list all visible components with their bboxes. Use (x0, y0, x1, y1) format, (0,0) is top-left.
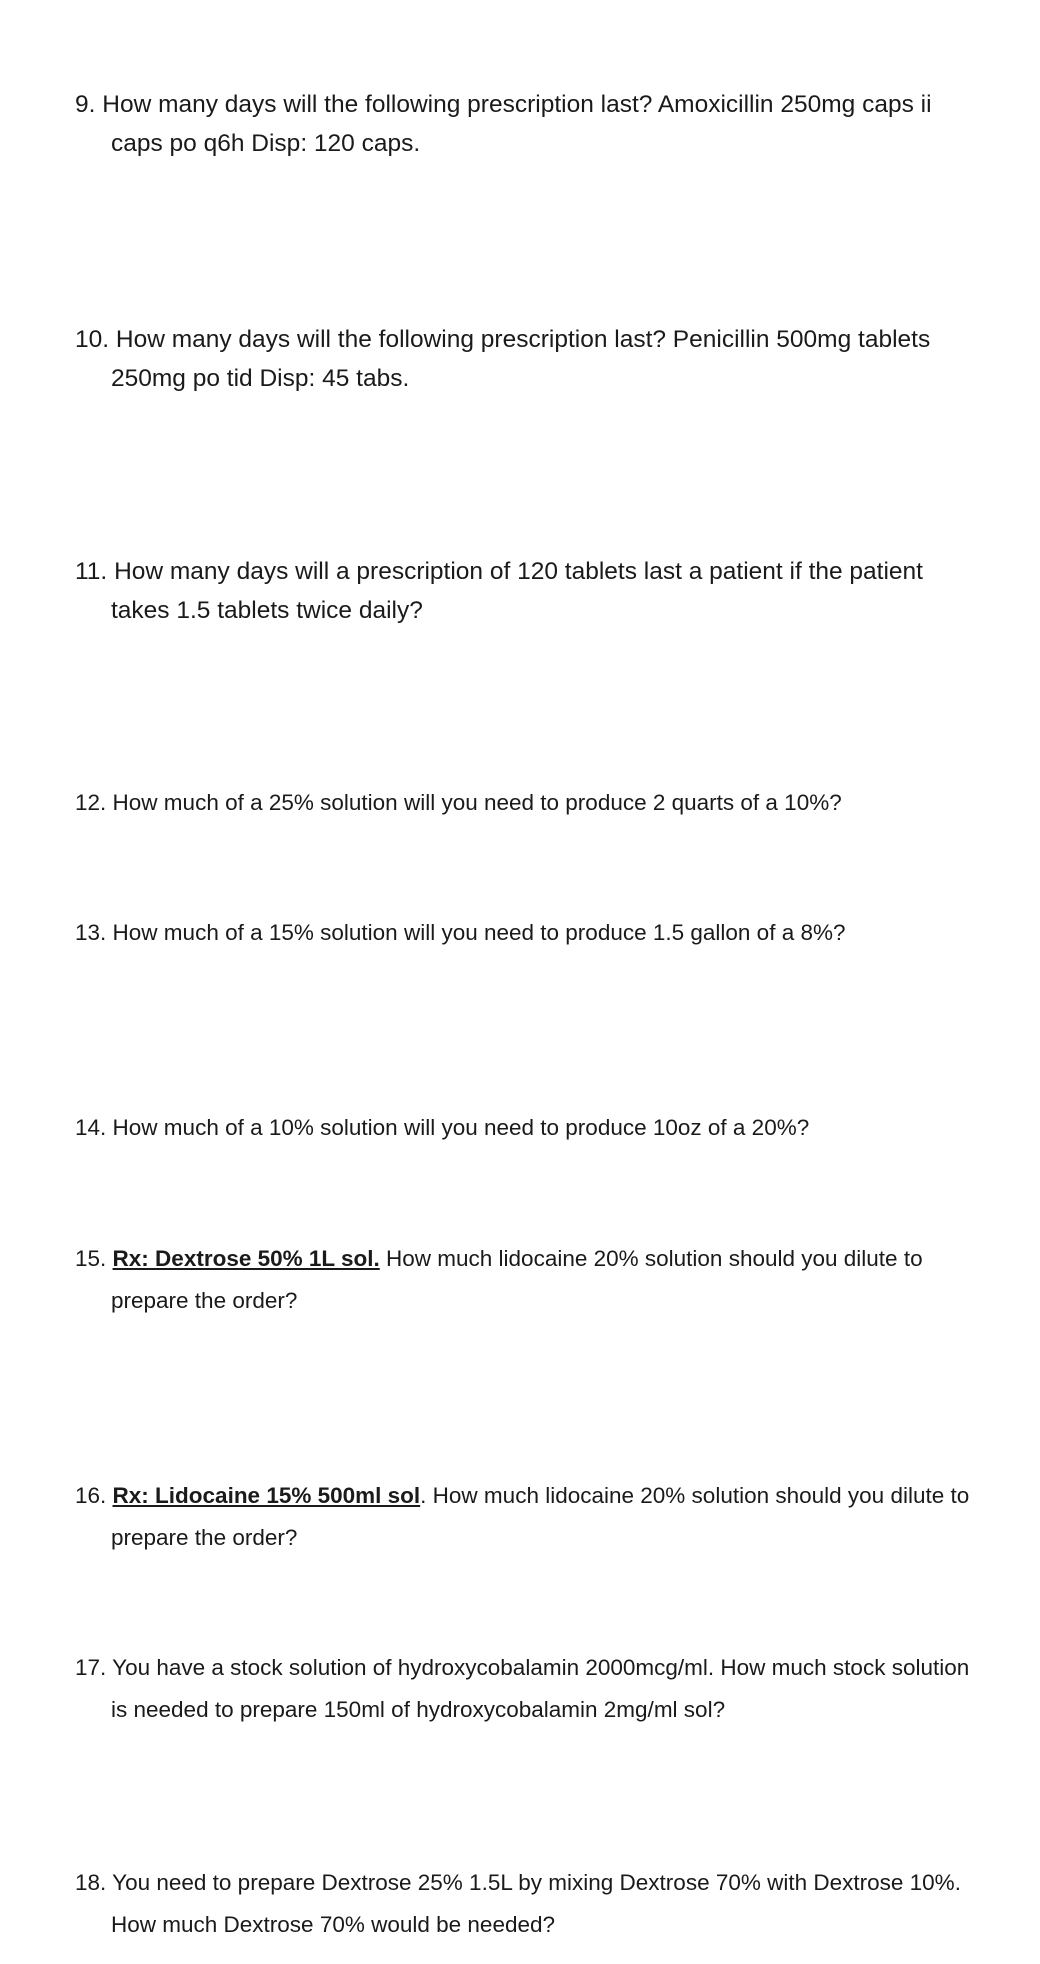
question-10 (75, 320, 975, 398)
question-number: 16. (75, 1483, 107, 1508)
question-number: 12. (75, 790, 107, 815)
question-14 (75, 1107, 975, 1149)
question-text: How much of a 10% solution will you need to produce 10oz of a 20%? (112, 1115, 810, 1140)
question-text: How many days will a prescription of 120 tablets last a patient if the patient takes 1.5 tablets twice daily? (111, 558, 923, 624)
question-number: 11. (75, 558, 108, 585)
question-number: 17. (75, 1655, 107, 1680)
question-11 (75, 552, 975, 630)
question-text: How much of a 15% solution will you need to produce 1.5 gallon of a 8%? (112, 920, 846, 945)
rx-order: Rx: Dextrose 50% 1L sol. (112, 1246, 380, 1271)
question-text: You need to prepare Dextrose 25% 1.5L by mixing Dextrose 70% with Dextrose 10%. How much Dextrose 70% would be needed? (111, 1870, 961, 1937)
question-number: 18. (75, 1870, 107, 1895)
question-text: How many days will the following prescription last? Penicillin 500mg tablets 250mg po tid Disp: 45 tabs. (111, 326, 931, 392)
question-17 (75, 1647, 975, 1731)
question-13 (75, 912, 975, 954)
question-12 (75, 782, 975, 824)
question-number: 13. (75, 920, 107, 945)
question-text: How much of a 25% solution will you need to produce 2 quarts of a 10%? (112, 790, 842, 815)
question-9 (75, 85, 975, 163)
question-text: How many days will the following prescription last? Amoxicillin 250mg caps ii caps po q6h Disp: 120 caps. (102, 91, 932, 157)
question-text: How much lidocaine 20% solution should you dilute to prepare the order? (111, 1246, 923, 1313)
rx-order: Rx: Lidocaine 15% 500ml sol (112, 1483, 421, 1508)
question-number: 10. (75, 326, 110, 353)
question-18 (75, 1862, 975, 1946)
question-number: 14. (75, 1115, 107, 1140)
question-text: . How much lidocaine 20% solution should you dilute to prepare the order? (111, 1483, 970, 1550)
question-number: 9. (75, 91, 96, 118)
question-15 (75, 1238, 975, 1322)
question-text: You have a stock solution of hydroxycobalamin 2000mcg/ml. How much stock solution is needed to prepare 150ml of hydroxycobalamin 2mg/ml sol? (111, 1655, 970, 1722)
question-number: 15. (75, 1246, 107, 1271)
question-16 (75, 1475, 975, 1559)
